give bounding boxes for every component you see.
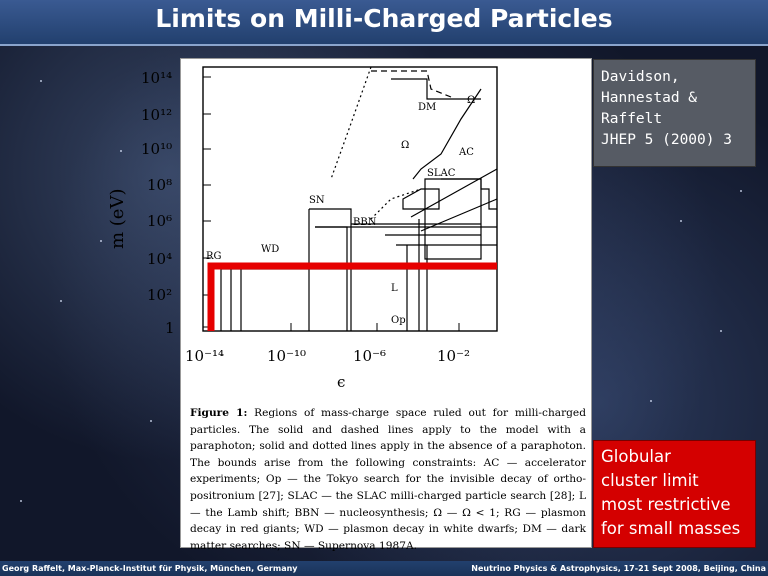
y-tick-label: 10⁴ (147, 250, 173, 268)
region-label-rg: RG (206, 251, 222, 262)
reference-line: Davidson, (601, 69, 680, 85)
globular-cluster-limit (211, 266, 497, 331)
reference-line: JHEP 5 (2000) 3 (601, 132, 732, 148)
region-label-op: Op (391, 315, 406, 326)
footer (0, 561, 768, 576)
y-tick-label: 10⁸ (147, 176, 173, 194)
region-label-dm: DM (418, 102, 437, 113)
note-line: Globular (601, 447, 671, 466)
x-tick-label: 10⁻⁶ (353, 347, 387, 365)
region-label-omega: Ω (467, 95, 476, 106)
region-label-omega: Ω (401, 140, 410, 151)
figure-caption (190, 405, 586, 554)
caption-heading: Figure 1: (190, 407, 248, 419)
x-axis-label: ϵ (337, 373, 346, 391)
footer-event: Neutrino Physics & Astrophysics, 17-21 Sept 2008, Beijing, China (471, 564, 766, 573)
note-line: cluster limit (601, 471, 699, 490)
footer-author: Georg Raffelt, Max-Planck-Institut für Physik, München, Germany (2, 564, 298, 573)
note-line: for small masses (601, 519, 741, 538)
region-label-l: L (391, 283, 398, 294)
y-axis-label: m (eV) (107, 188, 128, 249)
y-tick-label: 10² (147, 286, 173, 304)
x-tick-label: 10⁻² (437, 347, 471, 365)
region-label-bbn: BBN (353, 217, 377, 228)
x-tick-label: 10⁻¹⁰ (267, 347, 307, 365)
y-tick-label: 10¹² (141, 106, 173, 124)
reference-box (593, 59, 756, 167)
figure-panel (107, 58, 592, 552)
title-bar (0, 0, 768, 46)
y-tick-label: 10¹⁰ (141, 140, 173, 158)
y-tick-label: 1 (165, 319, 175, 337)
y-tick-label: 10⁶ (147, 212, 173, 230)
region-label-slac: SLAC (427, 168, 456, 179)
caption-text: Regions of mass-charge space ruled out for milli-charged particles. The solid and dashed lines apply to the model with a paraphoton; solid and dotted lines apply in the absence of a paraphoton. The bounds arise from the following constraints: AC — accelerator experiments; Op — the Tokyo search for the invisible decay of ortho-positronium [27]; SLAC — the SLAC milli-charged particle search [28]; L — the Lamb shift; BBN — nucleosynthesis; Ω — Ω < 1; RG — plasmon decay in red giants; WD — plasmon decay in white dwarfs; DM — dark matter searches; SN — Supernova 1987A. (190, 407, 586, 552)
region-label-sn: SN (309, 195, 325, 206)
note-line: most restrictive (601, 495, 731, 514)
y-tick-label: 10¹⁴ (141, 69, 173, 87)
region-label-ac: AC (459, 147, 474, 158)
reference-line: Raffelt (601, 111, 663, 127)
x-tick-label: 10⁻¹⁴ (185, 347, 225, 365)
note-box (593, 440, 756, 548)
slide-title: Limits on Milli-Charged Particles (155, 4, 613, 33)
reference-line: Hannestad & (601, 90, 698, 106)
region-label-wd: WD (261, 244, 280, 255)
